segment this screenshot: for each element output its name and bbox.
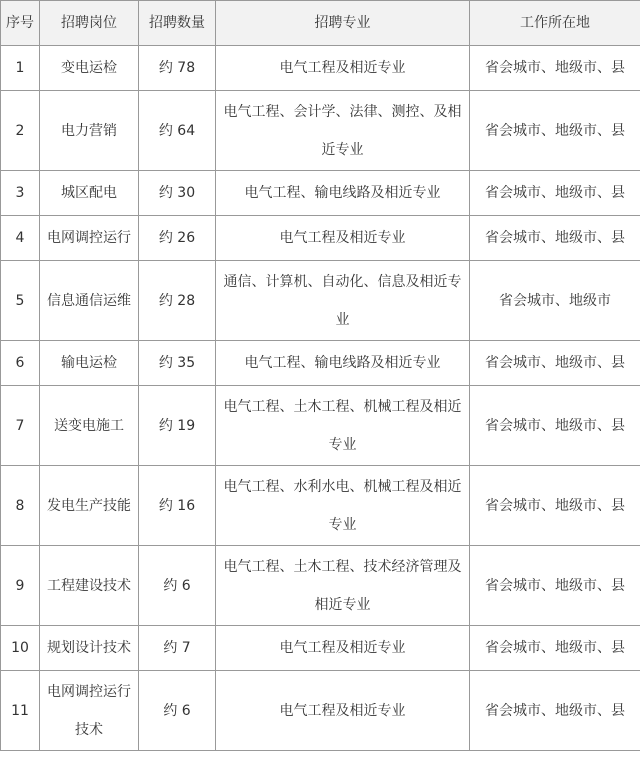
cell-location: 省会城市、地级市 <box>470 261 640 341</box>
table-row <box>1 386 640 466</box>
table-row <box>1 626 640 671</box>
cell-position: 变电运检 <box>40 46 139 91</box>
cell-no: 3 <box>1 171 40 216</box>
cell-no: 11 <box>1 671 40 751</box>
table-row <box>1 341 640 386</box>
cell-position: 工程建设技术 <box>40 546 139 626</box>
cell-count: 约 28 <box>139 261 216 341</box>
cell-location: 省会城市、地级市、县 <box>470 91 640 171</box>
cell-major: 电气工程、输电线路及相近专业 <box>216 171 470 216</box>
cell-position: 发电生产技能 <box>40 466 139 546</box>
cell-position: 输电运检 <box>40 341 139 386</box>
cell-count: 约 16 <box>139 466 216 546</box>
cell-location: 省会城市、地级市、县 <box>470 671 640 751</box>
cell-count: 约 19 <box>139 386 216 466</box>
cell-major: 电气工程及相近专业 <box>216 46 470 91</box>
cell-no: 2 <box>1 91 40 171</box>
cell-no: 8 <box>1 466 40 546</box>
header-no: 序号 <box>1 1 40 46</box>
cell-location: 省会城市、地级市、县 <box>470 216 640 261</box>
cell-location: 省会城市、地级市、县 <box>470 466 640 546</box>
table-row <box>1 466 640 546</box>
cell-no: 6 <box>1 341 40 386</box>
cell-no: 4 <box>1 216 40 261</box>
cell-count: 约 7 <box>139 626 216 671</box>
cell-location: 省会城市、地级市、县 <box>470 341 640 386</box>
cell-location: 省会城市、地级市、县 <box>470 46 640 91</box>
cell-major: 电气工程、土木工程、技术经济管理及相近专业 <box>216 546 470 626</box>
cell-major: 电气工程及相近专业 <box>216 216 470 261</box>
cell-count: 约 64 <box>139 91 216 171</box>
table-row <box>1 261 640 341</box>
cell-position: 送变电施工 <box>40 386 139 466</box>
table-header-row <box>1 1 640 46</box>
header-location: 工作所在地 <box>470 1 640 46</box>
header-position: 招聘岗位 <box>40 1 139 46</box>
cell-count: 约 35 <box>139 341 216 386</box>
cell-no: 1 <box>1 46 40 91</box>
cell-no: 7 <box>1 386 40 466</box>
cell-position: 规划设计技术 <box>40 626 139 671</box>
cell-position: 电网调控运行技术 <box>40 671 139 751</box>
table-row <box>1 216 640 261</box>
cell-location: 省会城市、地级市、县 <box>470 546 640 626</box>
cell-no: 10 <box>1 626 40 671</box>
cell-major: 通信、计算机、自动化、信息及相近专业 <box>216 261 470 341</box>
cell-position: 电网调控运行 <box>40 216 139 261</box>
cell-count: 约 26 <box>139 216 216 261</box>
cell-position: 城区配电 <box>40 171 139 216</box>
cell-major: 电气工程、会计学、法律、测控、及相近专业 <box>216 91 470 171</box>
cell-no: 9 <box>1 546 40 626</box>
cell-location: 省会城市、地级市、县 <box>470 626 640 671</box>
cell-no: 5 <box>1 261 40 341</box>
table-row <box>1 171 640 216</box>
cell-location: 省会城市、地级市、县 <box>470 386 640 466</box>
cell-location: 省会城市、地级市、县 <box>470 171 640 216</box>
table-row <box>1 671 640 751</box>
cell-count: 约 78 <box>139 46 216 91</box>
table-row <box>1 91 640 171</box>
cell-major: 电气工程、水利水电、机械工程及相近专业 <box>216 466 470 546</box>
cell-count: 约 30 <box>139 171 216 216</box>
cell-major: 电气工程及相近专业 <box>216 671 470 751</box>
cell-position: 信息通信运维 <box>40 261 139 341</box>
cell-count: 约 6 <box>139 546 216 626</box>
header-major: 招聘专业 <box>216 1 470 46</box>
table-row <box>1 46 640 91</box>
table-row <box>1 546 640 626</box>
cell-position: 电力营销 <box>40 91 139 171</box>
cell-major: 电气工程、土木工程、机械工程及相近专业 <box>216 386 470 466</box>
cell-count: 约 6 <box>139 671 216 751</box>
cell-major: 电气工程及相近专业 <box>216 626 470 671</box>
header-count: 招聘数量 <box>139 1 216 46</box>
cell-major: 电气工程、输电线路及相近专业 <box>216 341 470 386</box>
